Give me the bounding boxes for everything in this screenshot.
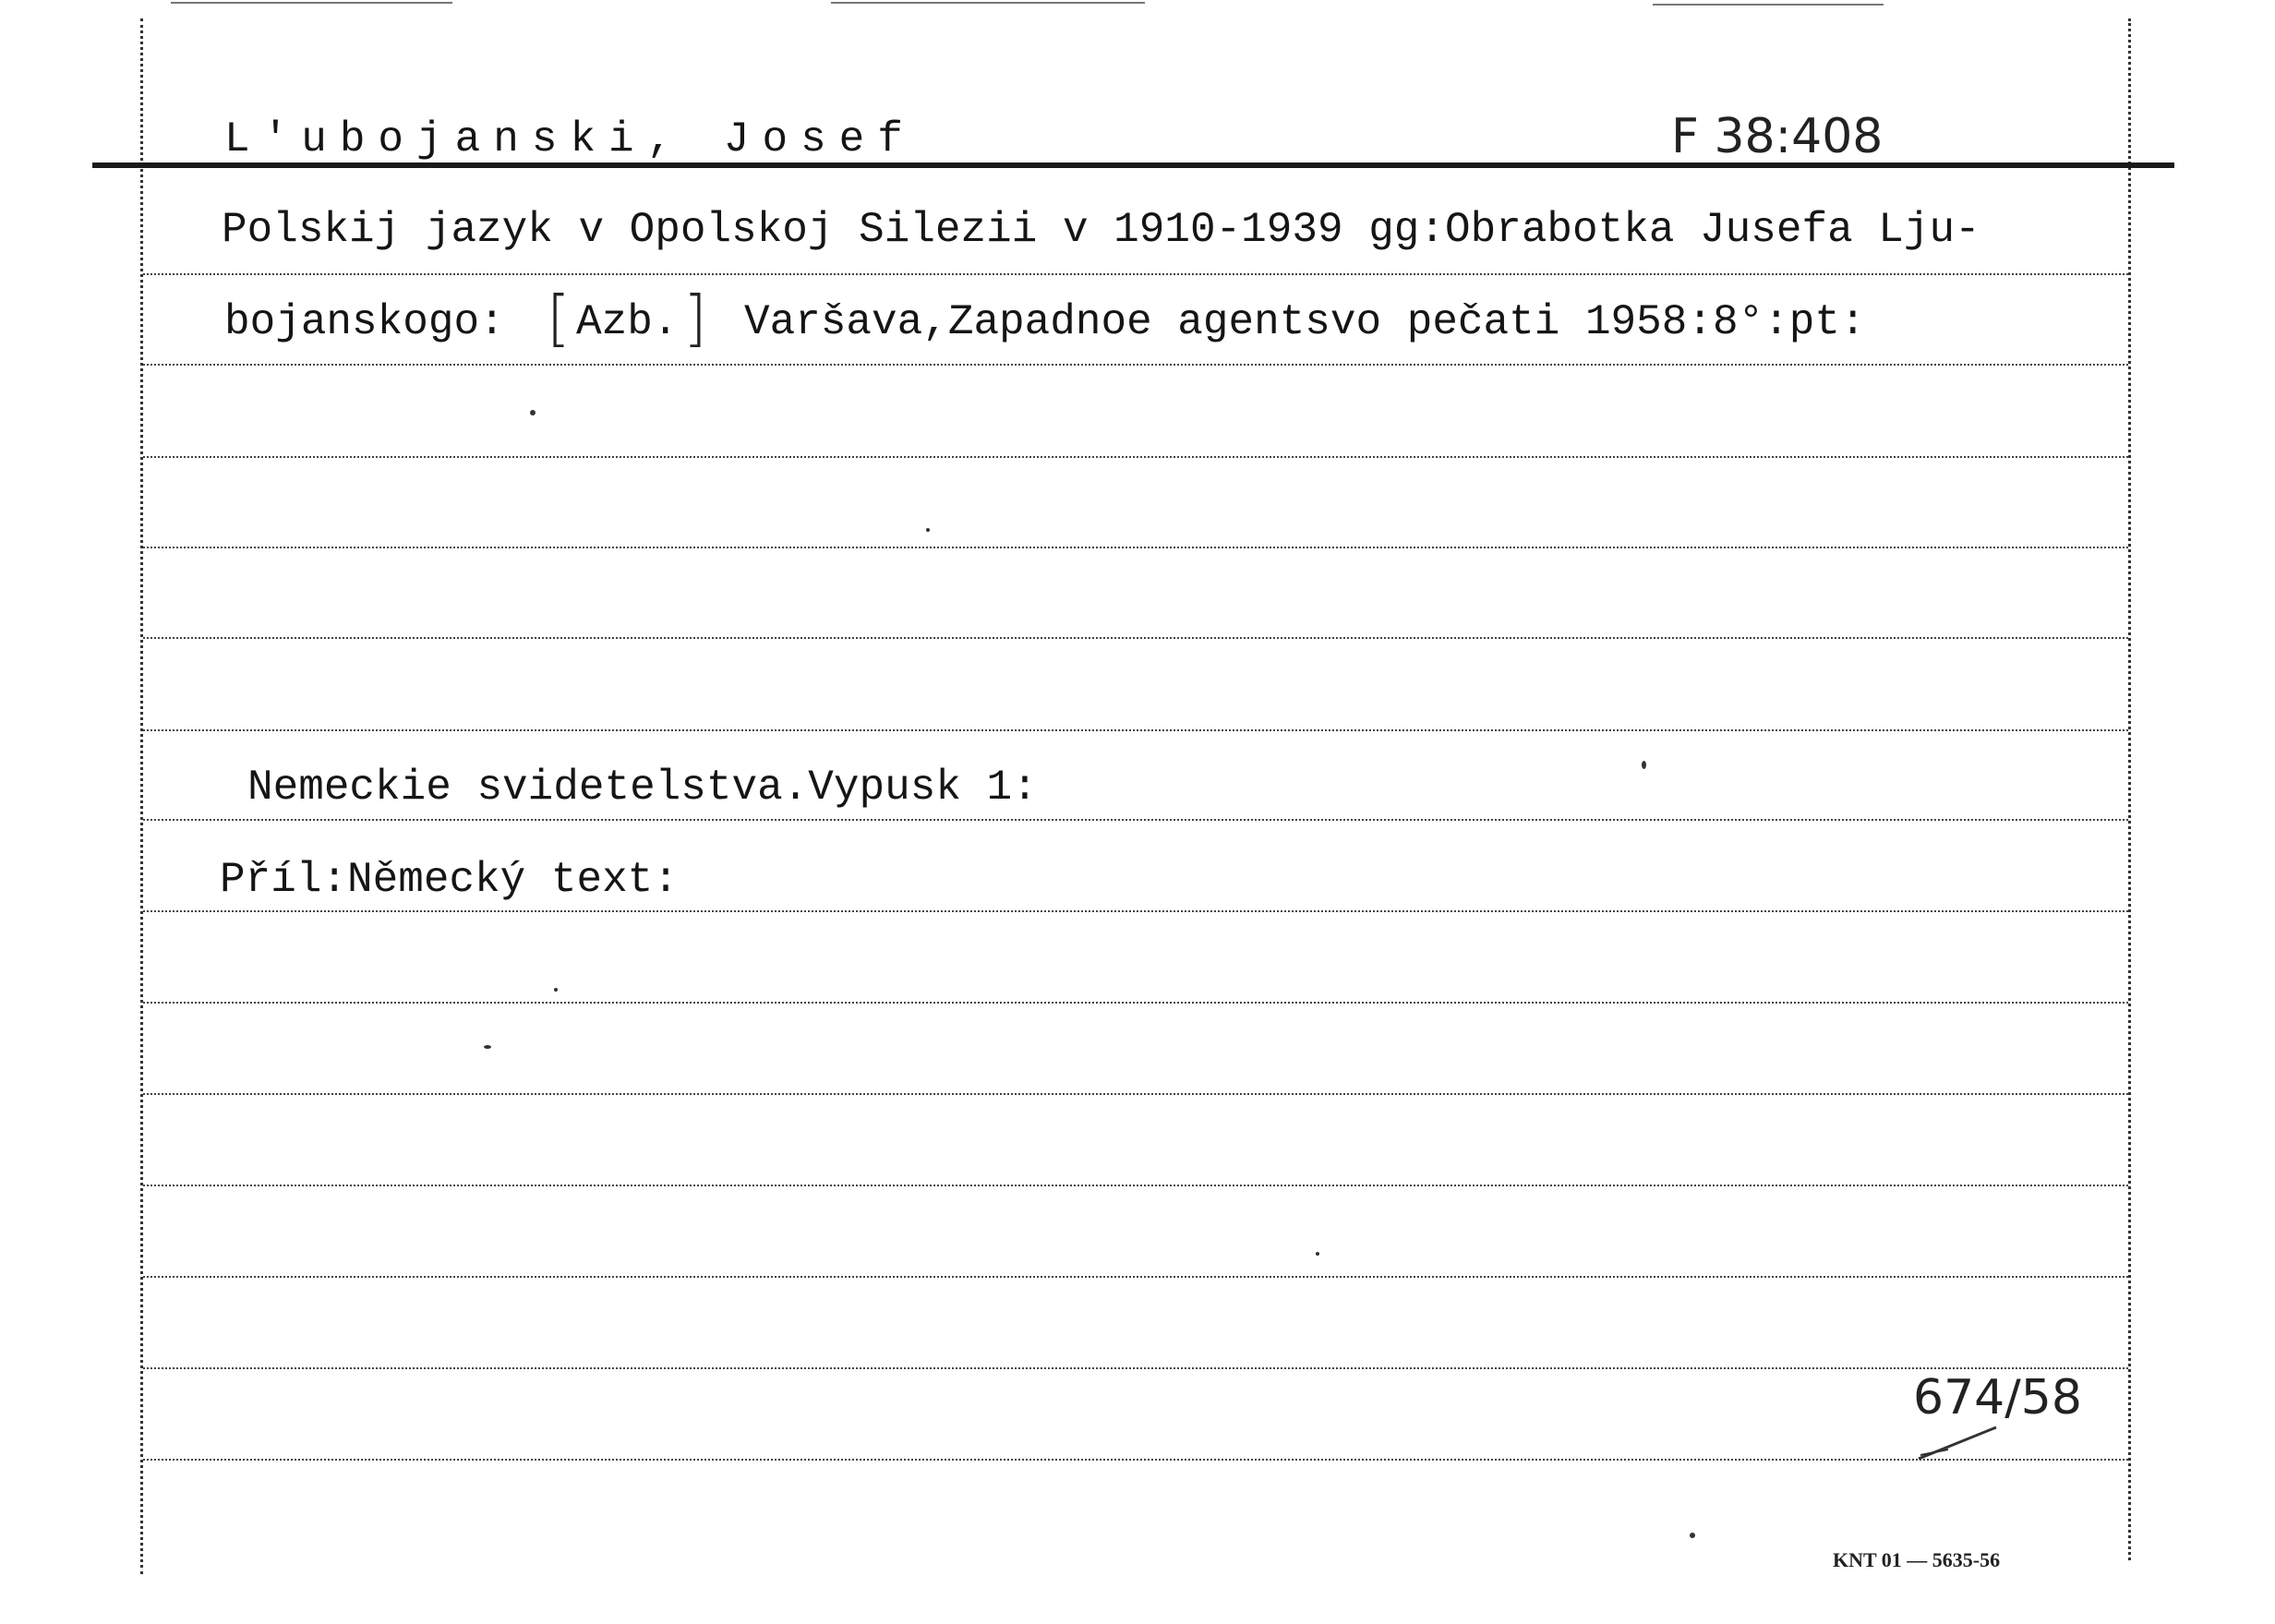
title-line-2-imprint: Varšava,Zapadnoe agentsvo pečati 1958:8°:pt: [744, 298, 1866, 346]
call-number: F 38:408 [1671, 109, 1884, 164]
top-edge-rule [831, 2, 1145, 4]
appendix-note: Příl:Německý text: [220, 856, 679, 904]
ruled-line [143, 273, 2128, 275]
pen-stroke-mark [1911, 1422, 2004, 1468]
ruled-line [143, 1002, 2128, 1004]
ruled-line [143, 637, 2128, 639]
right-margin-line [2128, 18, 2131, 1560]
scan-speck [554, 988, 558, 992]
top-edge-rule [171, 2, 452, 4]
scan-speck [484, 1045, 491, 1049]
scan-speck [530, 410, 536, 415]
scan-speck [1690, 1533, 1695, 1538]
ruled-line [143, 456, 2128, 458]
ruled-line [143, 910, 2128, 912]
scan-speck [1316, 1252, 1319, 1256]
author-heading: L'ubojanski, Josef [224, 115, 916, 163]
ruled-line [143, 1459, 2128, 1461]
ruled-line [143, 729, 2128, 731]
ruled-line [143, 1093, 2128, 1095]
title-line-1: Polskij jazyk v Opolskoj Silezii v 1910-1939 gg:Obrabotka Jusefa Lju- [222, 206, 1980, 254]
scan-speck [1642, 761, 1646, 769]
ruled-line [143, 1276, 2128, 1278]
ruled-line [143, 364, 2128, 366]
series-note: Nemeckie svidetelstva.Vypusk 1: [247, 764, 1038, 812]
footer-code: KNT 01 — 5635-56 [1833, 1548, 2001, 1571]
top-edge-rule [1653, 4, 1884, 6]
script-note: Azb. [576, 298, 679, 346]
accession-number: 674/58 [1913, 1370, 2082, 1426]
ruled-line [143, 819, 2128, 821]
ruled-line [143, 1367, 2128, 1369]
title-line-2-start: bojanskogo: [224, 298, 505, 346]
bracket-close: ] [683, 283, 707, 354]
ruled-line [143, 1185, 2128, 1186]
left-margin-line [140, 18, 143, 1574]
bracket-open: [ [547, 283, 571, 354]
ruled-line [143, 547, 2128, 548]
scan-speck [926, 528, 930, 532]
